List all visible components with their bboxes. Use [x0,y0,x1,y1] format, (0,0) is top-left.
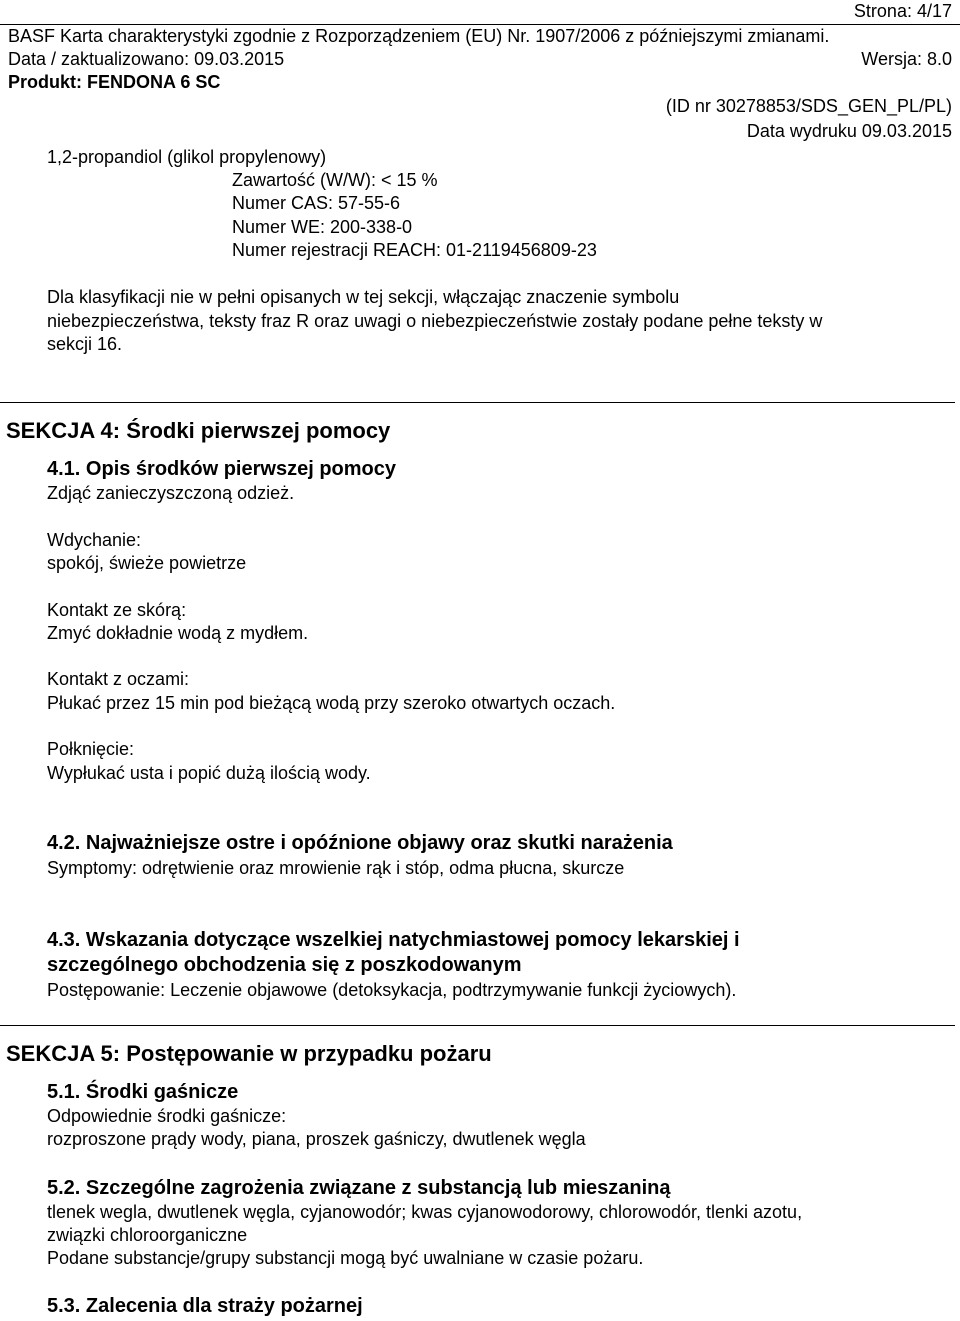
product-name: Produkt: FENDONA 6 SC [8,72,221,92]
s51-text: rozproszone prądy wody, piana, proszek gaśniczy, dwutlenek węgla [47,1129,586,1149]
substance-cas: Numer CAS: 57-55-6 [232,193,401,213]
inhalation-text: spokój, świeże powietrze [47,553,247,573]
section4-rule [0,402,955,403]
s52-line3: Podane substancje/grupy substancji mogą być uwalniane w czasie pożaru. [47,1248,644,1268]
substance-name: 1,2-propandiol (glikol propylenowy) [47,147,327,167]
s52-line2: związki chloroorganiczne [47,1225,248,1245]
s52-title: 5.2. Szczególne zagrożenia związane z substancją lub mieszaniną [47,1177,671,1199]
section5-title: SEKCJA 5: Postępowanie w przypadku pożaru [6,1041,492,1066]
s42-text: Symptomy: odrętwienie oraz mrowienie rąk i stóp, odma płucna, skurcze [47,858,625,878]
version: Wersja: 8.0 [861,49,952,69]
inhalation-label: Wdychanie: [47,530,142,550]
s53-title: 5.3. Zalecenia dla straży pożarnej [47,1295,363,1317]
s51-label: Odpowiednie środki gaśnicze: [47,1106,287,1126]
s41-title: 4.1. Opis środków pierwszej pomocy [47,458,396,480]
page-number: Strona: 4/17 [853,1,952,21]
s43-title-line2: szczególnego obchodzenia się z poszkodowanym [47,954,522,976]
print-date: Data wydruku 09.03.2015 [746,121,952,141]
section5-rule [0,1025,955,1026]
classification-note-line2: niebezpieczeństwa, teksty fraz R oraz uwagi o niebezpieczeństwie zostały podane pełne teksty w [47,311,823,331]
ingestion-text: Wypłukać usta i popić dużą ilością wody. [47,763,371,783]
classification-note-line3: sekcji 16. [47,334,123,354]
header-top-rule [0,24,960,25]
s52-line1: tlenek wegla, dwutlenek węgla, cyjanowodór; kwas cyjanowodorowy, chlorowodór, tlenki azotu, [47,1202,803,1222]
substance-content: Zawartość (W/W): < 15 % [232,170,438,190]
date-updated: Data / zaktualizowano: 09.03.2015 [8,49,285,69]
section4-title: SEKCJA 4: Środki pierwszej pomocy [6,418,391,443]
ingestion-label: Połknięcie: [47,739,135,759]
substance-reach: Numer rejestracji REACH: 01-2119456809-23 [232,240,597,260]
s41-general: Zdjąć zanieczyszczoną odzież. [47,483,295,503]
eyes-text: Płukać przez 15 min pod bieżącą wodą przy szeroko otwartych oczach. [47,693,616,713]
classification-note-line1: Dla klasyfikacji nie w pełni opisanych w tej sekcji, włączając znaczenie symbolu [47,287,680,307]
s51-title: 5.1. Środki gaśnicze [47,1081,239,1103]
skin-label: Kontakt ze skórą: [47,600,187,620]
document-id: (ID nr 30278853/SDS_GEN_PL/PL) [665,96,952,116]
regulation-line: BASF Karta charakterystyki zgodnie z Rozporządzeniem (EU) Nr. 1907/2006 z późniejszymi zmianami. [8,26,830,46]
skin-text: Zmyć dokładnie wodą z mydłem. [47,623,309,643]
eyes-label: Kontakt z oczami: [47,669,190,689]
s43-text: Postępowanie: Leczenie objawowe (detoksykacja, podtrzymywanie funkcji życiowych). [47,980,737,1000]
s42-title: 4.2. Najważniejsze ostre i opóźnione objawy oraz skutki narażenia [47,832,673,854]
s43-title-line1: 4.3. Wskazania dotyczące wszelkiej natychmiastowej pomocy lekarskiej i [47,929,740,951]
substance-ec: Numer WE: 200-338-0 [232,217,413,237]
